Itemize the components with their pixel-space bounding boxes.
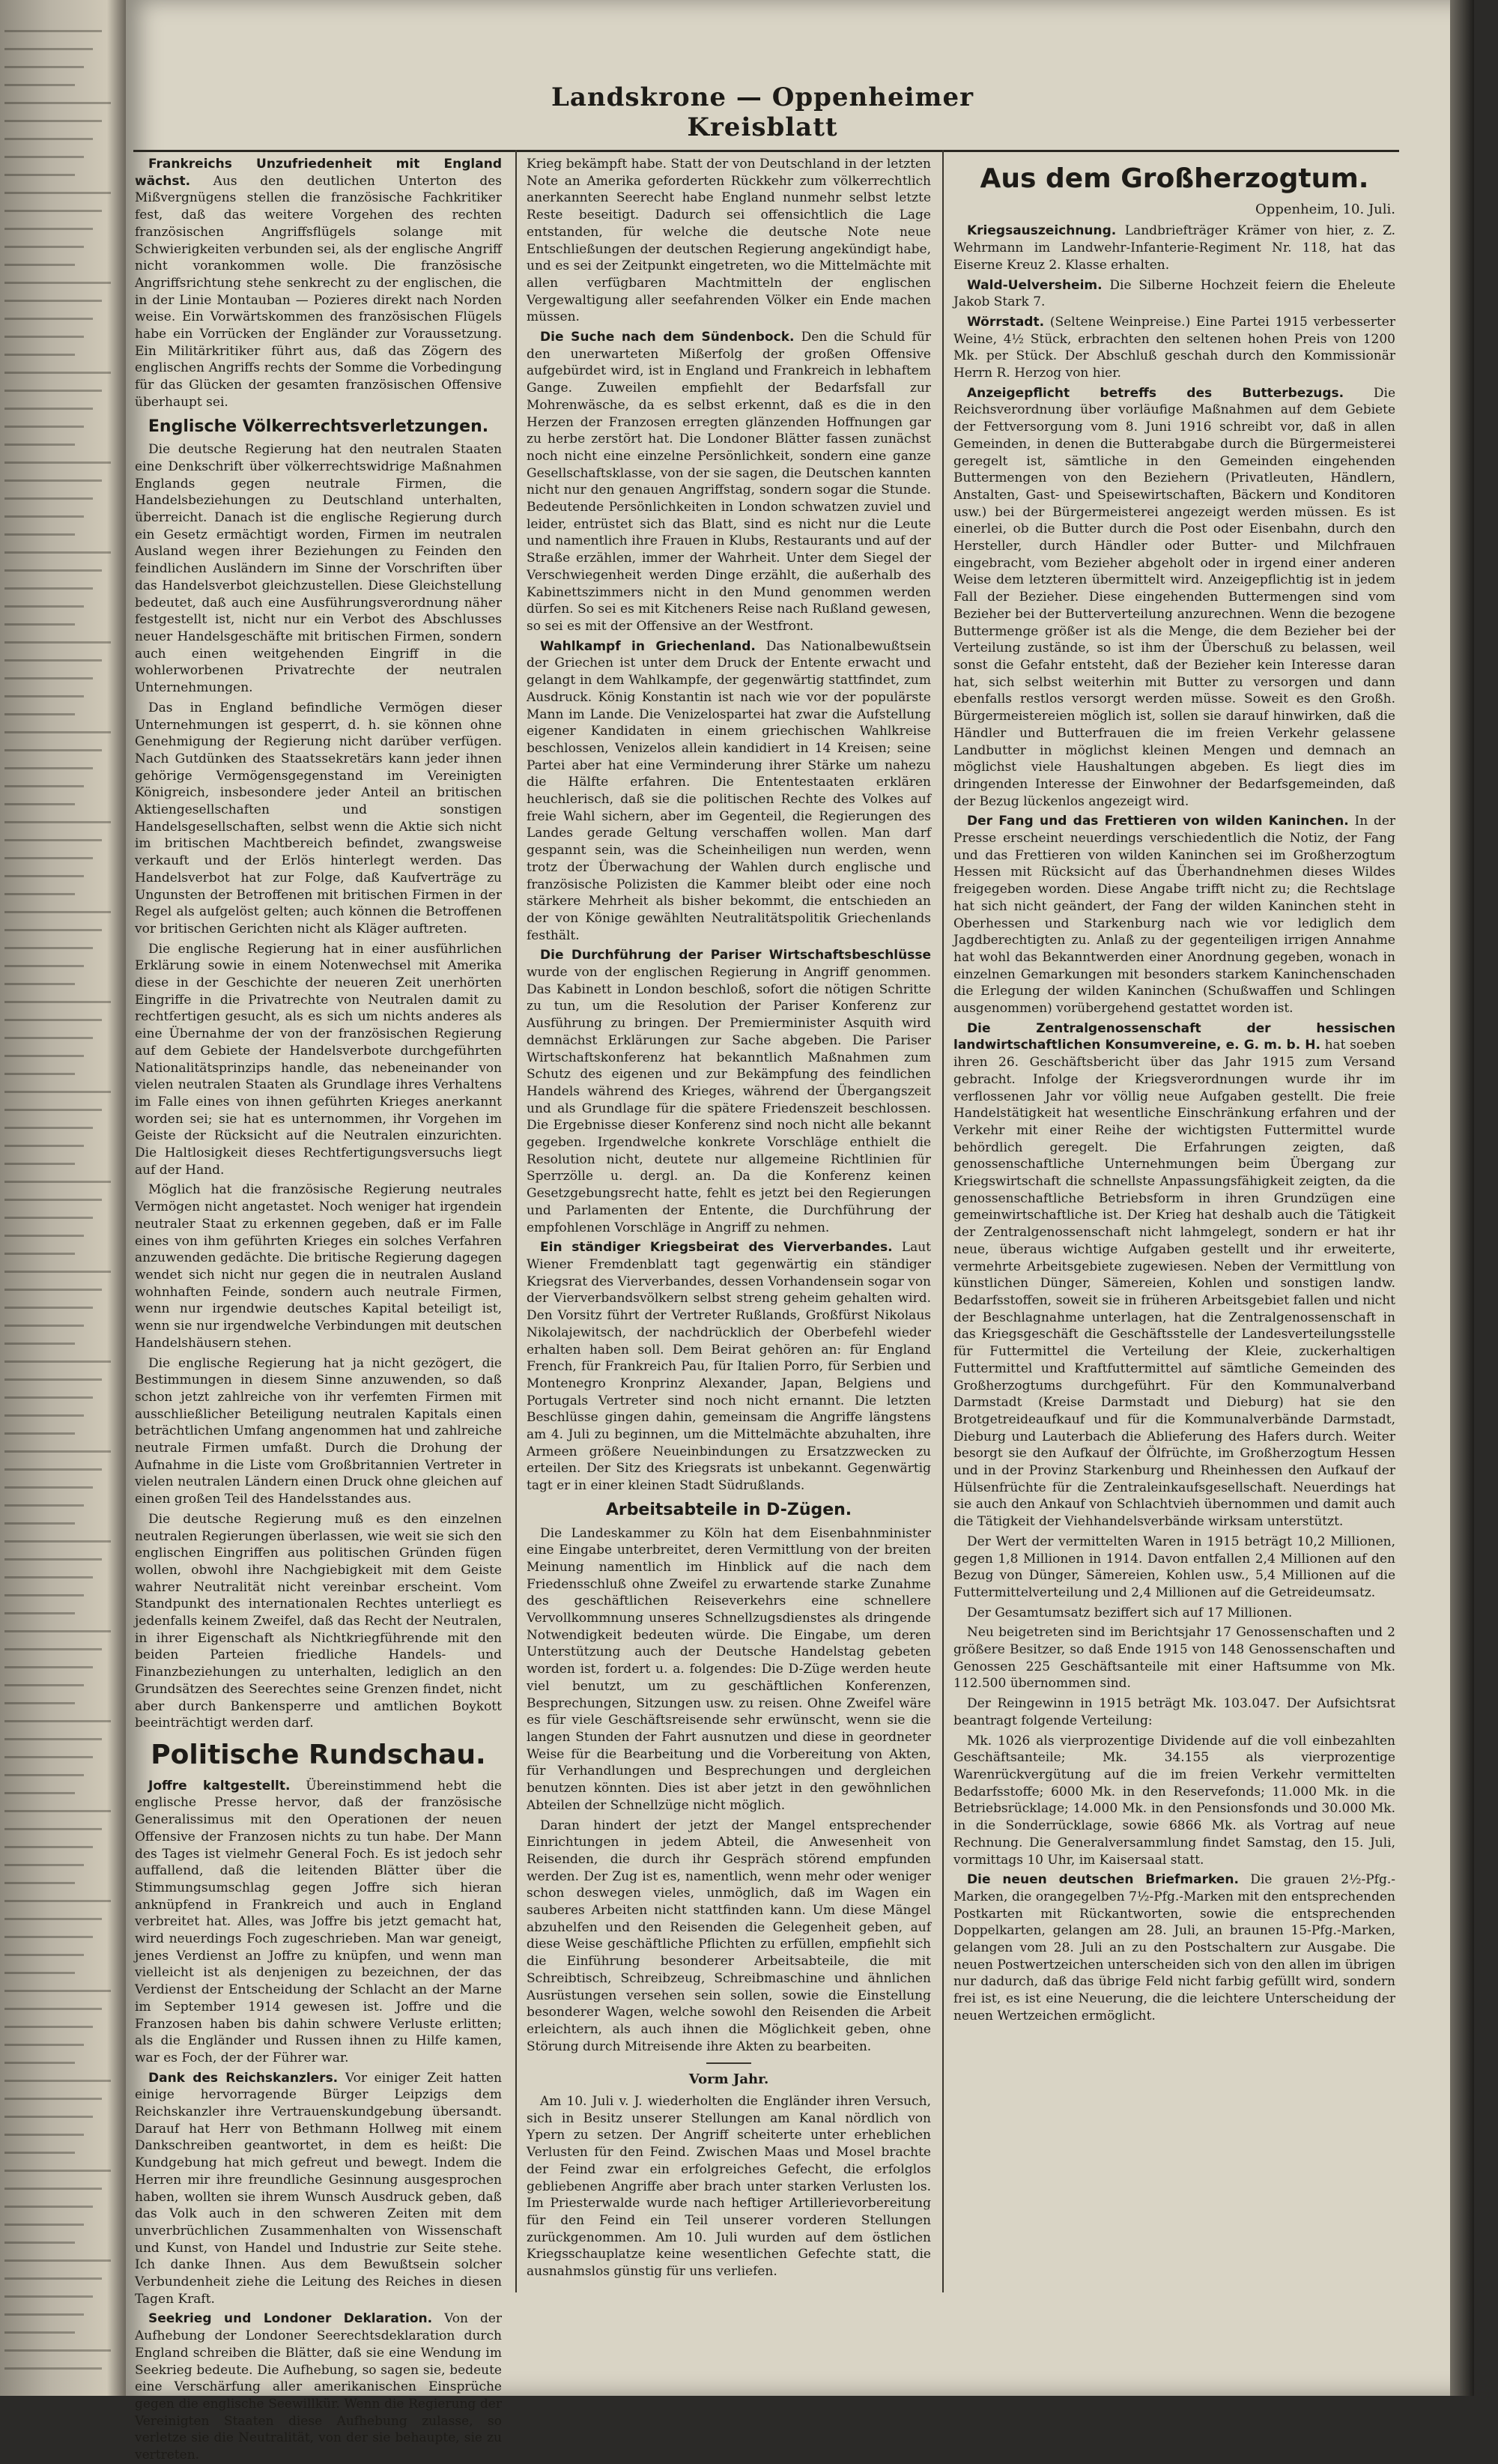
binding-ghost-line — [4, 2188, 102, 2190]
binding-ghost-line — [4, 497, 93, 500]
binding-ghost-line — [4, 1145, 84, 1147]
section-heading: Vorm Jahr. — [688, 2071, 769, 2088]
binding-ghost-line — [4, 156, 84, 158]
binding-ghost-line — [4, 30, 102, 32]
binding-ghost-line — [4, 1918, 102, 1920]
article-lead: Die Zentralgenossenschaft der hessischen landwirtschaftlichen Konsumvereine, e. G. m. b. H. — [953, 1020, 1395, 1053]
binding-ghost-line — [4, 2349, 111, 2352]
right-column — [953, 156, 1395, 2313]
binding-ghost-line — [4, 1199, 102, 1201]
section-heading: Englische Völkerrechtsverletzungen. — [148, 417, 489, 436]
binding-ghost-line — [4, 1864, 84, 1866]
article-text: Die englische Regierung hat ja nicht gezögert, die Bestimmungen in diesem Sinne anzuwenden, so daß schon jetzt zahlreiche von ihr verfemten Firmen mit ausschließlicher Beteiligung neutralen Kapitals einen beträchtlichen Umfang angenommen hat und zahlreiche neutrale Firmen umfaßt. Durch die Drohung der Aufnahme in die Liste vom Großbritannien Vertreter in vielen neutralen Ländern einen Druck ohne gleichen auf einen großen Teil des Handelsstandes aus. — [135, 1355, 502, 1507]
newspaper-page — [126, 0, 1474, 2463]
binding-ghost-line — [4, 1019, 102, 1021]
article-paragraph — [135, 1778, 502, 2067]
article-text: Mk. 1026 als vierprozentige Dividende auf die voll einbezahlten Geschäftsanteile; Mk. 34.155 als vierprozentige Warenrückvergütung auf die im freien Verkehr vermittelten Bedarfsstoffe; 6000 Mk. in den Reservefonds; 11.000 Mk. in die Betriebsrücklage; 14.000 Mk. in den Pensionsfonds und 30.000 Mk. in die Sonderrücklage, sowie 6866 Mk. als Vortrag auf neue Rechnung. Die Generalversammlung findet Samstag, den 15. Juli, vormittags 10 Uhr, im Kaisersaal statt. — [953, 1733, 1395, 1868]
binding-ghost-line — [4, 192, 111, 194]
article-paragraph — [953, 1020, 1395, 1531]
binding-ghost-line — [4, 1810, 111, 1812]
binding-ghost-line — [4, 2026, 93, 2028]
article-text: Aus den deutlichen Unterton des Mißvergnügens stellen die französische Fachkritiker fest, daß das weitere Vorgehen des rechten französischen Angriffsflügels solange mit Schwierigkeiten verbunden sei, als der englische Angriff nicht vorankommen wolle. Die französische Angriffsrichtung stehe senkrecht zu der englischen, die in der Linie Montauban — Pozieres direkt nach Norden weise. Ein Vorwärtskommen des französischen Flügels habe ein Vorrücken der Engländer zur Voraussetzung. Ein Militärkritiker führt aus, daß das Zögern des englischen Angriffs rechts der Somme die Vorbedingung für das Glücken der gesamten französischen Offensive überhaupt sei. — [135, 173, 502, 410]
binding-ghost-line — [4, 2170, 111, 2172]
binding-ghost-line — [4, 1522, 75, 1525]
middle-column — [527, 156, 931, 2313]
binding-ghost-line — [4, 2008, 102, 2010]
binding-ghost-line — [4, 1774, 84, 1776]
binding-ghost-line — [4, 839, 102, 841]
binding-ghost-line — [4, 1486, 93, 1489]
binding-ghost-line — [4, 587, 93, 590]
binding-ghost-line — [4, 1343, 75, 1345]
binding-ghost-line — [4, 102, 111, 104]
binding-ghost-line — [4, 1504, 84, 1507]
binding-ghost-line — [4, 1720, 111, 1722]
article-text: wurde von der englischen Regierung in Angriff genommen. Das Kabinett in London beschloß, sofort die nötigen Schritte zu tun, um die Resolution der Pariser Konferenz zur Ausführung zu bringen. Der Premierminister Asquith wird demnächst Erklärungen zur Sache abgeben. Die Pariser Wirtschaftskonferenz hat bekanntlich Maßnahmen zum Schutz des eigenen und zur Bekämpfung des feindlichen Handels während des Krieges, während der Übergangszeit und als Grundlage für die spätere Friedenszeit beschlossen. Die Ergebnisse dieser Konferenz sind noch nicht alle bekannt gegeben. Irgendwelche konkrete Vorschläge enthielt die Resolution nicht, deutete nur allgemeine Richtlinien für Sperrzölle u. dergl. an. Da die Konferenz keinen Gesetzgebungsrecht hatte, fehlt es jetzt bei den Regierungen und Parlamenten der Entente, die Durchführung der empfohlenen Vorschläge in Angriff zu nehmen. — [527, 965, 931, 1235]
binding-ghost-line — [4, 2152, 75, 2154]
binding-ghost-line — [4, 2134, 84, 2136]
binding-ghost-line — [4, 1648, 102, 1650]
binding-ghost-line — [4, 749, 102, 751]
binding-ghost-line — [4, 2116, 93, 2118]
article-paragraph — [135, 941, 502, 1179]
article-text: Das in England befindliche Vermögen dieser Unternehmungen ist gesperrt, d. h. sie können ohne Genehmigung der Regierung nicht darüber verfügen. Nach Gutdünken des Staatssekretärs kann jeder ihnen gehörige Vermögensgegenstand im Vereinigten Königreich, insbesondere jeder Anteil an britischen Aktiengesellschaften und sonstigen Handelsgesellschaften, selbst wenn die Aktie sich nicht im britischen Machtbereich befindet, zwangsweise verkauft und der Erlös hinterlegt werden. Das Handelsverbot hat zur Folge, daß Kaufverträge zu Ungunsten der Betroffenen mit britischen Firmen in der Regel als aufgelöst gelten; auch können die Betroffenen vor britischen Gerichten nicht als Kläger auftreten. — [135, 700, 502, 936]
binding-ghost-line — [4, 1468, 102, 1471]
binding-ghost-line — [4, 1954, 84, 1956]
binding-ghost-line — [4, 893, 75, 895]
column-divider-left — [515, 150, 517, 2292]
binding-ghost-line — [4, 372, 111, 374]
binding-ghost-line — [4, 821, 111, 823]
binding-ghost-line — [4, 1127, 93, 1129]
article-text: Vor einiger Zeit hatten einige hervorragende Bürger Leipzigs dem Reichskanzler ihre Vertrauenskundgebung übersandt. Darauf hat Herr von Bethmann Hollweg mit einem Dankschreiben geantwortet, in dem es heißt: Die Kundgebung hat mich gefreut und bewegt. Indem die Herren mir ihre freundliche Gesinnung ausgesprochen haben, wollten sie ihrem Wunsch Ausdruck geben, daß das Volk auch in den schweren Zeiten mit dem unverbrüchlichen Zusammenhalten von Wissenschaft und Kunst, von Handel und Industrie zur Seite stehe. Ich danke Ihnen. Aus dem Bewußtsein solcher Verbundenheit ziehe die Leitung des Reiches in diesen Tagen Kraft. — [135, 2070, 502, 2307]
binding-ghost-line — [4, 2098, 102, 2100]
article-text: Der Gesamtumsatz beziffert sich auf 17 Millionen. — [967, 1605, 1293, 1620]
binding-ghost-line — [4, 911, 111, 913]
section-separator — [706, 2062, 751, 2064]
article-lead: Die neuen deutschen Briefmarken. — [967, 1872, 1239, 1888]
binding-ghost-line — [4, 1001, 111, 1003]
binding-ghost-line — [4, 2331, 75, 2334]
binding-ghost-line — [4, 551, 111, 554]
binding-ghost-line — [4, 515, 84, 518]
article-paragraph — [953, 1871, 1395, 2024]
binding-ghost-line — [4, 1307, 93, 1309]
article-text: Landbriefträger Krämer von hier, z. Z. Wehrmann im Landwehr-Infanterie-Regiment Nr. 118, hat das Eiserne Kreuz 2. Klasse erhalten. — [953, 223, 1395, 273]
binding-ghost-line — [4, 336, 84, 338]
page-edge-shadow — [1450, 0, 1474, 2396]
binding-ghost-line — [4, 695, 84, 697]
section-heading: Arbeitsabteile in D-Zügen. — [605, 1500, 852, 1519]
section-heading: Politische Rundschau. — [151, 1739, 486, 1770]
binding-ghost-line — [4, 1630, 111, 1632]
article-paragraph — [527, 156, 931, 326]
binding-ghost-line — [4, 318, 93, 320]
binding-ghost-line — [4, 1073, 75, 1075]
article-text: (Seltene Weinpreise.) Eine Partei 1915 verbesserter Weine, 4½ Stück, erbrachten den seltenen hohen Preis von 1200 Mk. per Stück. Der Abschluß geschah durch den Kommissionär Herrn R. Herzog von hier. — [953, 314, 1395, 381]
binding-ghost-line — [4, 1037, 93, 1039]
binding-ghost-line — [4, 947, 93, 949]
masthead-rule — [133, 150, 1399, 152]
binding-ghost-line — [4, 1109, 102, 1111]
article-text: Übereinstimmend hebt die englische Presse hervor, daß der französische Generalissimus mit den Operationen der neuen Offensive der Franzosen nichts zu tun habe. Der Mann des Tages ist vielmehr General Foch. Es ist jedoch sehr auffallend, daß die leitenden Blätter über die Stimmungsumschlag gegen Joffre sich hieran anknüpfend in Frankreich und auch in England verbreitet hat. Alles, was Joffre bis jetzt gemacht hat, wird neuerdings Foch zugeschrieben. Man war geneigt, jenes Verdienst an Joffre zu knüpfen, und wenn man vielleicht ist als denjenigen zu bezeichnen, der das Verdienst der Entscheidung der Schlacht an der Marne im September 1914 gewesen ist. Joffre und die Franzosen haben bis dahin schwere Verluste erlitten; als die Engländer und Russen ihnen zu Hilfe kamen, war es Foch, der der Führer war. — [135, 1778, 502, 2065]
article-text: Der Reingewinn in 1915 beträgt Mk. 103.047. Der Aufsichtsrat beantragt folgende Verteilung: — [953, 1696, 1395, 1728]
regional-section-title: Aus dem Großherzogtum. — [980, 163, 1369, 194]
binding-ghost-line — [4, 1253, 75, 1255]
binding-ghost-line — [4, 1325, 84, 1327]
article-paragraph — [953, 1605, 1395, 1622]
article-text: Die grauen 2½-Pfg.-Marken, die orangegelben 7½-Pfg.-Marken mit den entsprechenden Postkarten mit Rückantworten, sowie die entsprechenden Doppelkarten, gelangen am 28. Juli, an braunen 15-Pfg.-Marken, gelangen vom 28. Juli an zu den Postschaltern zur Ausgabe. Die neuen Postwertzeichen unterscheiden sich von den allen im übrigen nur dadurch, daß das übrige Feld nicht farbig gefüllt wird, sondern frei ist, es ist eine Neuerung, die die leichtere Unterscheidung der neuen Wertzeichen ermöglicht. — [953, 1872, 1395, 2023]
article-paragraph — [527, 1525, 931, 1814]
article-paragraph — [527, 947, 931, 1236]
binding-ghost-line — [4, 264, 75, 266]
binding-ghost-line — [4, 354, 75, 356]
binding-ghost-line — [4, 390, 102, 392]
binding-ghost-line — [4, 1450, 111, 1453]
article-paragraph — [135, 2310, 502, 2463]
article-paragraph — [527, 1239, 931, 1495]
binding-ghost-line — [4, 1792, 75, 1794]
binding-ghost-line — [4, 66, 84, 68]
binding-ghost-line — [4, 2206, 93, 2208]
binding-ghost-line — [4, 1163, 75, 1165]
binding-ghost-line — [4, 1756, 93, 1758]
article-paragraph — [135, 156, 502, 411]
binding-ghost-line — [4, 1271, 111, 1273]
binding-ghost-line — [4, 2224, 84, 2226]
article-text: Das Nationalbewußtsein der Griechen ist unter dem Druck der Entente erwacht und gelangt in dem Wahlkampfe, der gegenwärtig stattfindet, zum Ausdruck. König Konstantin ist nach wie vor der populärste Mann im Lande. Die Venizelospartei hat zwar die Aufstellung eigener Kandidaten in einem griechischen Wahlkreise beschlossen, Venizelos allein kandidiert in 14 Kreisen; seine Partei aber hat eine Verminderung ihrer Stärke um nahezu die Hälfte erfahren. Die Ententestaaten erklären heuchlerisch, daß sie die politischen Rechte des Volkes auf freie Wahl sichern, aber im Gegenteil, die Regierungen des Landes gerade Geltung verschaffen wollen. Man darf gespannt sein, was die Scheinheiligen nun werden, wenn trotz der Überwachung der Wahlen durch englische und französische Polizisten die Kammer bleibt oder eine noch stärkere Mehrheit als bisher bekommt, die entschieden an der von Könige gewählten Neutralitätspolitik Griechenlands festhält. — [527, 638, 932, 943]
article-paragraph — [527, 1817, 931, 2056]
article-text: Die deutsche Regierung muß es den einzelnen neutralen Regierungen überlassen, wie weit sie sich den englischen Eingriffen aus politischen Gründen fügen wollen, obwohl ihre Nachgiebigkeit mit dem Geiste wahrer Neutralität nicht vereinbar erscheint. Vom Standpunkt des internationalen Rechtes unterliegt es jedenfalls keinem Zweifel, daß das Recht der Neutralen, in ihrer Eigenschaft als Nichtkriegführende mit den beiden Parteien friedliche Handels- und Finanzbeziehungen zu unterhalten, lediglich an den Grundsätzen des Seerechtes seine Grenzen findet, nicht aber durch Bankensperre und amtlichen Boykott beeinträchtigt werden darf. — [135, 1511, 502, 1731]
binding-ghost-line — [4, 1217, 93, 1219]
article-lead: Frankreichs Unzufriedenheit mit England wächst. — [135, 157, 502, 189]
binding-ghost-line — [4, 2241, 75, 2244]
binding-ghost-line — [4, 767, 93, 769]
binding-ghost-line — [4, 1091, 111, 1093]
article-text: Die englische Regierung hat in einer ausführlichen Erklärung sowie in einem Notenwechsel mit Amerika diese in der Geschichte der neueren Zeit unerhörten Eingriffe in die Privatrechte von Neutralen damit zu rechtfertigen gesucht, als es sich um nichts anderes als eine Übernahme der von der französischen Regierung auf dem Gebiete der Handelsverbote durchgeführten Nationalitätsprinzips handle, das nebeneinander von vielen neutralen Staaten als Grundlage ihres Verhaltens im Falle eines von ihnen geführten Krieges anerkannt worden sei; sie hat es unternommen, ihr Vorgehen im Geiste der Rücksicht auf die Neutralen einzurichten. Die Haltlosigkeit dieses Rechtfertigungsversuchs liegt auf der Hand. — [135, 941, 502, 1178]
article-text: Die deutsche Regierung hat den neutralen Staaten eine Denkschrift über völkerrechtswidrige Maßnahmen Englands gegen neutrale Firmen, die Handelsbeziehungen zu Deutschland unterhalten, überreicht. Danach ist die englische Regierung durch ein Gesetz ermächtigt worden, Firmen im neutralen Ausland wegen ihrer Beziehungen zu Feinden den feindlichen Ausländern im Sinne der Vorschriften über das Handelsverbot gleichzustellen. Diese Gleichstellung bedeutet, daß auch eine Ausführungsverordnung näher festgestellt ist, nicht nur ein Verbot des Abschlusses neuer Handelsgeschäfte mit britischen Firmen, sondern auch einen weitgehenden Eingriff in die wohlerworbenen Privatrechte der neutralen Unternehmungen. — [135, 442, 502, 696]
article-lead: Ein ständiger Kriegsbeirat des Vierverbandes. — [540, 1240, 893, 1256]
article-lead: Wahlkampf in Griechenland. — [540, 638, 756, 654]
binding-ghost-line — [4, 569, 102, 572]
article-text: Laut Wiener Fremdenblatt tagt gegenwärtig ein ständiger Kriegsrat des Vierverbandes, dessen Vorhandensein sogar von der Vierverbandsvölkern selbst streng geheim gehalten wird. Den Vorsitz führt der Vertreter Rußlands, Großfürst Nikolaus Nikolajewitsch, der nachdrücklich der Oberbefehl wieder erhalten haben soll. Dem Beirat gehören an: für England French, für Frankreich Pau, für Italien Porro, für Serbien und Montenegro Kronprinz Alexander, Japan, Belgiens und Portugals Vertreter sind noch nicht ernannt. Die letzten Beschlüsse gingen dahin, gemeinsam die Angriffe längstens am 4. Juli zu beginnen, um die Mittelmächte abzuhalten, ihre Armeen größere Neueinbindungen zu Ersatzzwecken zu erteilen. Der Sitz des Kriegsrats ist unbekannt. Gegenwärtig tagt er in einer kleinen Stadt Südrußlands. — [527, 1240, 932, 1494]
binding-ghost-line — [4, 2367, 102, 2370]
binding-ghost-line — [4, 659, 102, 662]
binding-ghost-line — [4, 2313, 84, 2316]
article-lead: Wörrstadt. — [967, 314, 1045, 330]
binding-ghost-line — [4, 282, 111, 284]
article-lead: Dank des Reichskanzlers. — [148, 2070, 339, 2086]
binding-ghost-line — [4, 1378, 102, 1381]
binding-ghost-line — [4, 444, 75, 446]
binding-ghost-line — [4, 84, 75, 86]
article-paragraph — [135, 1181, 502, 1351]
article-text: Krieg bekämpft habe. Statt der von Deutschland in der letzten Note an Amerika geforderten Rückkehr zum völkerrechtlich anerkannten Seerecht habe England nunmehr selbst letzte Reste beseitigt. Dadurch sei offensichtlich die Lage entstanden, für welche die deutsche Note neue Entschließungen der deutschen Regierung angekündigt habe, und es sei der Zeitpunkt eingetreten, wo die Mittelmächte mit allen verfügbaren Machtmitteln der englischen Vergewaltigung aller seefahrenden Völker ein Ende machen müssen. — [527, 157, 931, 325]
article-paragraph — [953, 223, 1395, 273]
binding-ghost-line — [4, 1396, 93, 1399]
binding-ghost-line — [4, 461, 111, 464]
binding-ghost-line — [4, 138, 93, 140]
binding-ghost-line — [4, 2259, 111, 2262]
binding-ghost-line — [4, 1828, 102, 1830]
binding-ghost-line — [4, 426, 84, 428]
binding-ghost-line — [4, 731, 111, 733]
article-paragraph — [135, 700, 502, 938]
left-column — [135, 156, 503, 2463]
binding-ghost-line — [4, 2062, 75, 2064]
binding-ghost-line — [4, 300, 102, 302]
article-text: Von der Aufhebung der Londoner Seerechtsdeklaration durch England schreiben die Blätter, daß sie eine Wendung im Seekrieg bedeute. Die Aufhebung, so sagen sie, bedeute eine Verschärfung aller amerikanischen Einsprüche gegen die englische Seewillkür. Wenn die Regierung der Vereinigten Staaten diese Aufhebung zulasse, so verletze sie die Neutralität, von der sie behaupte, sie zu vertreten. — [135, 2311, 503, 2463]
article-text: Die Reichsverordnung über vorläufige Maßnahmen auf dem Gebiete der Fettversorgung vom 8. Juni 1916 schreibt vor, daß in allen Gemeinden, in denen die Butterabgabe durch die Bürgermeisterei geregelt ist, sämtliche in den Gemeinden eingehenden Buttermengen von den Beziehern (Privatleuten, Händlern, Anstalten, Gast- und Speisewirtschaften, Bäckern und Konditoren usw.) bei der Bürgermeisterei angezeigt werden müssen. Es ist einerlei, ob die Butter durch die Post oder Eisenbahn, durch den Hersteller, durch Händler oder Butter- und Milchfrauen eingebracht, vom Bezieher abgeholt oder in irgend einer anderen Weise dem letzteren übermittelt wird. Anzeigepflichtig ist in jedem Fall der Bezieher. Diese eingehenden Buttermengen sind vom Bezieher bei der Butterverteilung anzurechnen. Wenn die bezogene Buttermenge größer ist als die Menge, die dem Bezieher bei der Verteilung zustände, so ist ihm der Überschuß zu belassen, weil sonst die Gefahr entsteht, daß der Bezieher kein Interesse daran hat, sich selbst weiterhin mit Butter zu versorgen und dann ebenfalls restlos versorgt werden müsse. Soweit es den Großh. Bürgermeistereien möglich ist, sollen sie darauf hinwirken, daß die Händler und Butterfrauen die im freien Verkehr gelassene Landbutter in möglichst kleinen Mengen und demnach an möglichst viele Haushaltungen abgeben. Es liegt dies im dringenden Interesse der Einwohner der Bedarfsgemeinden, daß der Bezug lückenlos angezeigt wird. — [953, 385, 1396, 809]
binding-ghost-line — [4, 210, 102, 212]
article-lead: Die Suche nach dem Sündenbock. — [540, 330, 795, 345]
binding-ghost-line — [4, 1540, 111, 1543]
article-text: Neu beigetreten sind im Berichtsjahr 17 Genossenschaften und 2 größere Besitzer, so daß Ende 1915 von 148 Genossenschaften und Genossen 225 Geschäftsanteile mit einer Haftsumme von Mk. 112.500 übernommen sind. — [953, 1625, 1395, 1692]
article-lead: Kriegsauszeichnung. — [967, 223, 1117, 239]
article-paragraph — [953, 1534, 1395, 1602]
article-lead: Joffre kaltgestellt. — [148, 1778, 291, 1793]
article-text: Daran hindert der jetzt der Mangel entsprechender Einrichtungen in jedem Abteil, die Anwesenheit von Reisenden, die durch ihr Gespräch störend empfunden werden. Der Zug ist es, namentlich, wenn mehr oder weniger schon deswegen vieles, unmöglich, daß im Wagen ein sauberes Arbeiten nicht stattfinden kann. Um diese Mängel abzuhelfen und den Reisenden die Gelegenheit geben, auf diese Weise geschäftliche Pflichten zu erfüllen, empfiehlt sich die Einführung besonderer Arbeitsabteile, die mit Schreibtisch, Schreibzeug, Schreibmaschine und ähnlichen Ausrüstungen versehen sein sollen, sowie die Einstellung besonderer Wagen, welche sowohl den Reisenden die Arbeit erleichtern, als auch ihnen die Möglichkeit geben, ohne Störung durch Mitreisende ihre Akten zu bearbeiten. — [527, 1817, 931, 2054]
article-paragraph — [953, 1624, 1395, 1692]
binding-ghost-line — [4, 246, 84, 248]
article-lead: Die Durchführung der Pariser Wirtschaftsbeschlüsse — [540, 948, 931, 963]
article-paragraph — [527, 638, 931, 945]
binding-ghost-line — [4, 803, 75, 805]
binding-ghost-line — [4, 1990, 111, 1992]
article-lead: Anzeigepflicht betreffs des Butterbezugs. — [967, 385, 1344, 401]
binding-ghost-line — [4, 623, 75, 626]
article-text: Die Landeskammer zu Köln hat dem Eisenbahnminister eine Eingabe unterbreitet, deren Vermittlung von der breiten Meinung namentlich im Hinblick auf die nach dem Friedensschluß ohne Zweifel zu erwartende starke Zunahme des geschäftlichen Reiseverkehrs eine schnellere Vervollkommnung unseres Schnellzugsdienstes als dringende Notwendigkeit bedeuten würde. Die Eingabe, um deren Unterstützung auch der Deutsche Handelstag gebeten worden ist, fordert u. a. folgendes: Die D-Züge werden heute viel benutzt, um zu geschäftlichen Konferenzen, Besprechungen, Sitzungen usw. zu reisen. Ohne Zweifel wäre es für viele Geschäftsreisende sehr erwünscht, wenn sie die langen Stunden der Fahrt ausnutzen und diese in geordneter Weise für die Bearbeitung und die Vorbereitung von Akten, für Verhandlungen und Besprechungen und dergleichen benutzen könnten. Dies ist aber jetzt in den gewöhnlichen Abteilen der Schnellzüge nicht möglich. — [527, 1525, 931, 1813]
binding-ghost-line — [4, 965, 84, 967]
masthead: Landskrone — Oppenheimer Kreisblatt — [551, 82, 974, 142]
binding-ghost-line — [4, 2080, 111, 2082]
binding-ghost-line — [4, 1235, 84, 1237]
article-paragraph — [953, 277, 1395, 311]
binding-ghost-line — [4, 1594, 84, 1596]
binding-ghost-line — [4, 174, 75, 176]
binding-ghost-line — [4, 1289, 102, 1291]
binding-ghost-line — [4, 1936, 93, 1938]
binding-ghost-line — [4, 479, 102, 482]
binding-ghost-line — [4, 875, 84, 877]
article-lead: Seekrieg und Londoner Deklaration. — [148, 2311, 433, 2327]
binding-ghost-line — [4, 1360, 111, 1363]
binding-ghost-line — [4, 408, 93, 410]
binding-ghost-line — [4, 228, 93, 230]
column-divider-right — [942, 150, 944, 2292]
binding-ghost-line — [4, 48, 93, 50]
article-text: Der Wert der vermittelten Waren in 1915 beträgt 10,2 Millionen, gegen 1,8 Millionen in 1914. Davon entfallen 2,4 Millionen auf den Bezug von Dünger, Sämereien, Kohlen usw., 5,4 Millionen auf die Futtermittelverteilung und 2,4 Millionen auf die Getreideumsatz. — [953, 1534, 1395, 1600]
binding-ghost-line — [4, 677, 93, 679]
binding-ghost-line — [4, 713, 75, 715]
binding-ghost-line — [4, 641, 111, 644]
article-lead: Wald-Uelversheim. — [967, 277, 1103, 293]
article-text: Am 10. Juli v. J. wiederholten die Engländer ihren Versuch, sich in Besitz unserer Stellungen am Kanal nördlich von Ypern zu setzen. Der Angriff scheiterte unter erheblichen Verlusten für den Feind. Zwischen Maas und Mosel brachte der Feind zwar ein erfolgreiches Gefecht, die erfolglos gebliebenen Angriffe aber brach unter starken Verlusten los. Im Priesterwalde wurde nach heftiger Artillerievorbereitung für den Feind ein Teil unserer vorderen Stellungen zurückgenommen. Am 10. Juli wurden auf dem östlichen Kriegsschauplatze keine wesentlichen Gefechte statt, die ausnahmslos günstig für uns verliefen. — [527, 2094, 931, 2280]
previous-page-binding — [0, 0, 126, 2396]
article-paragraph — [135, 2070, 502, 2308]
binding-ghost-line — [4, 1181, 111, 1183]
article-paragraph — [135, 441, 502, 697]
binding-ghost-line — [4, 1432, 75, 1435]
binding-ghost-line — [4, 785, 84, 787]
article-paragraph — [953, 1733, 1395, 1869]
article-lead: Der Fang und das Frettieren von wilden Kaninchen. — [967, 814, 1349, 829]
article-text: In der Presse erscheint neuerdings verschiedentlich die Notiz, der Fang und das Frettieren von wilden Kaninchen sei im Großherzogtum Hessen mit Rücksicht auf das Überhandnehmen dieses Wildes freigegeben worden. Diese Angabe trifft nicht zu; die Rechtslage hat sich nicht geändert, der Fang der wilden Kaninchen steht in Oberhessen und Starkenburg nach wie vor lediglich dem Jagdberechtigten zu. Anlaß zu der gegenteiligen irrigen Annahme hat wohl das Bekanntwerden einer Anordnung gegeben, wonach in einzelnen Gemarkungen mit besonders starkem Kaninchenschaden die Erlegung der wilden Kaninchen (Schußwaffen und Schlingen ausgenommen) vorübergehend gestattet worden ist. — [953, 814, 1396, 1017]
binding-ghost-line — [4, 2277, 102, 2280]
dateline: Oppenheim, 10. Juli. — [1255, 201, 1395, 217]
binding-ghost-line — [4, 1846, 93, 1848]
article-text: Möglich hat die französische Regierung neutrales Vermögen nicht angetastet. Noch weniger hat irgendein neutraler Staat zu erkennen gegeben, daß er im Falle eines von ihm geführten Krieges ein solches Verfahren anzuwenden gedächte. Die britische Regierung dagegen wendet sich nicht nur gegen die in neutralen Ausland wohnhaften Feinde, sondern auch neutrale Firmen, wenn nur irgendwie deutsches Kapital beteiligt ist, wenn sie nur irgendwelche Verbindungen mit deutschen Handelshäusern stehen. — [135, 1182, 502, 1351]
binding-ghost-line — [4, 1900, 111, 1902]
article-paragraph — [135, 1511, 502, 1732]
binding-ghost-line — [4, 1882, 75, 1884]
binding-ghost-line — [4, 605, 84, 608]
binding-ghost-line — [4, 1666, 93, 1668]
binding-ghost-line — [4, 929, 102, 931]
binding-ghost-line — [4, 1558, 102, 1561]
article-paragraph — [953, 813, 1395, 1017]
article-paragraph — [953, 314, 1395, 382]
binding-ghost-line — [4, 1612, 75, 1614]
binding-ghost-line — [4, 1972, 75, 1974]
article-paragraph — [953, 385, 1395, 811]
binding-ghost-line — [4, 120, 102, 122]
binding-ghost-line — [4, 1055, 84, 1057]
binding-ghost-line — [4, 2295, 93, 2298]
binding-ghost-line — [4, 1738, 102, 1740]
article-text: hat soeben ihren 26. Geschäftsbericht über das Jahr 1915 zum Versand gebracht. Infolge der Kriegsverordnungen wurde ihr im verflossenen Jahr vor völlig neue Aufgaben gestellt. Die freie Handelstätigkeit hat wesentliche Einschränkung erfahren und der Verkehr mit einer Reihe der wichtigsten Futtermittel wurde behördlich geregelt. Die Erfahrungen zeigten, daß genossenschaftliche Unternehmungen beim Übergang zur Kriegswirtschaft die schnellste Anpassungsfähigkeit zeigten, da die genossenschaftliche Betriebsform in ihren Grundzügen eine gemeinwirtschaftliche ist. Der Krieg hat deshalb auch die Tätigkeit der Zentralgenossenschaft nicht lahmgelegt, sondern er hat ihr neue, überaus wichtige Aufgaben gestellt und ihr erweiterte, vermehrte Arbeitsgebiete zugewiesen. Neben der Vermittlung von künstlichen Dünger, Sämereien, Kohlen und sonstigen landw. Bedarfsstoffen, soweit sie in früheren Arbeitsgebiet fallen und nicht der Beschlagnahme unterlagen, hat die Zentralgenossenschaft in das Kriegsgeschäft die Geschäftsstelle der Landesverteilungsstelle für Futtermittel die Verteilung der Kleie, zuckerhaltigen Futtermittel und Kraftfuttermittel auf sämtliche Gemeinden des Großherzogtums durchgeführt. Für den Kommunalverband Darmstadt (Kreise Darmstadt und Dieburg) hat sie den Brotgetreideaufkauf und für die Kommunalverbände Darmstadt, Dieburg und Lauterbach die Ablieferung des Hafers durch. Weiter besorgt sie den Aufkauf der Ölfrüchte, im Großherzogtum Hessen und in der Provinz Starkenburg und Rheinhessen den Aufkauf der Hülsenfrüchte für die Zentraleinkaufsgesellschaft. Neuerdings hat sie auch den Ankauf von Schlachtvieh übernommen und damit auch die Tätigkeit der Viehhandelsverbände wirksam unterstützt. — [953, 1038, 1396, 1530]
binding-ghost-line — [4, 1684, 84, 1686]
article-paragraph — [527, 329, 931, 635]
binding-ghost-line — [4, 1414, 84, 1417]
binding-ghost-line — [4, 2044, 84, 2046]
article-paragraph — [953, 1695, 1395, 1729]
article-paragraph — [135, 1355, 502, 1508]
binding-ghost-line — [4, 533, 75, 536]
binding-ghost-line — [4, 983, 75, 985]
binding-ghost-line — [4, 1702, 75, 1704]
article-paragraph — [527, 2093, 931, 2280]
binding-ghost-line — [4, 1576, 93, 1578]
binding-ghost-line — [4, 857, 93, 859]
article-text: Den die Schuld für den unerwarteten Mißerfolg der großen Offensive aufgebürdet wird, ist in England und Frankreich in lebhaftem Gange. Zuweilen empfiehlt der Bedarfsfall zur Mohrenwäsche, da es selbst erkennt, daß es die in den Herzen der Franzosen erregten glänzenden Hoffnungen gar zu herbe zerstört hat. Die Londoner Blätter fassen zunächst noch nicht eine einzelne Persönlichkeit, sondern eine ganze Gesellschaftsklasse, von der sie sagen, die Deutschen kannten nicht nur den genauen Angriffstag, sondern sogar die Stunde. Bedeutende Persönlichkeiten in London schwatzen zuviel und leider, entrüstet sich das Blatt, sind es nicht nur die Leute und namentlich ihre Frauen in Klubs, Restaurants und auf der Straße erzählen, immer der Wahrheit. Unter dem Siegel der Verschwiegenheit werden Dinge erzählt, die außerhalb des Kabinettszimmers nicht in den Mund genommen werden dürfen. So sei es mit Kitcheners Reise nach Rußland gewesen, so sei es mit der Offensive an der Westfront. — [527, 330, 931, 634]
article-text: Die Silberne Hochzeit feiern die Eheleute Jakob Stark 7. — [953, 277, 1396, 310]
